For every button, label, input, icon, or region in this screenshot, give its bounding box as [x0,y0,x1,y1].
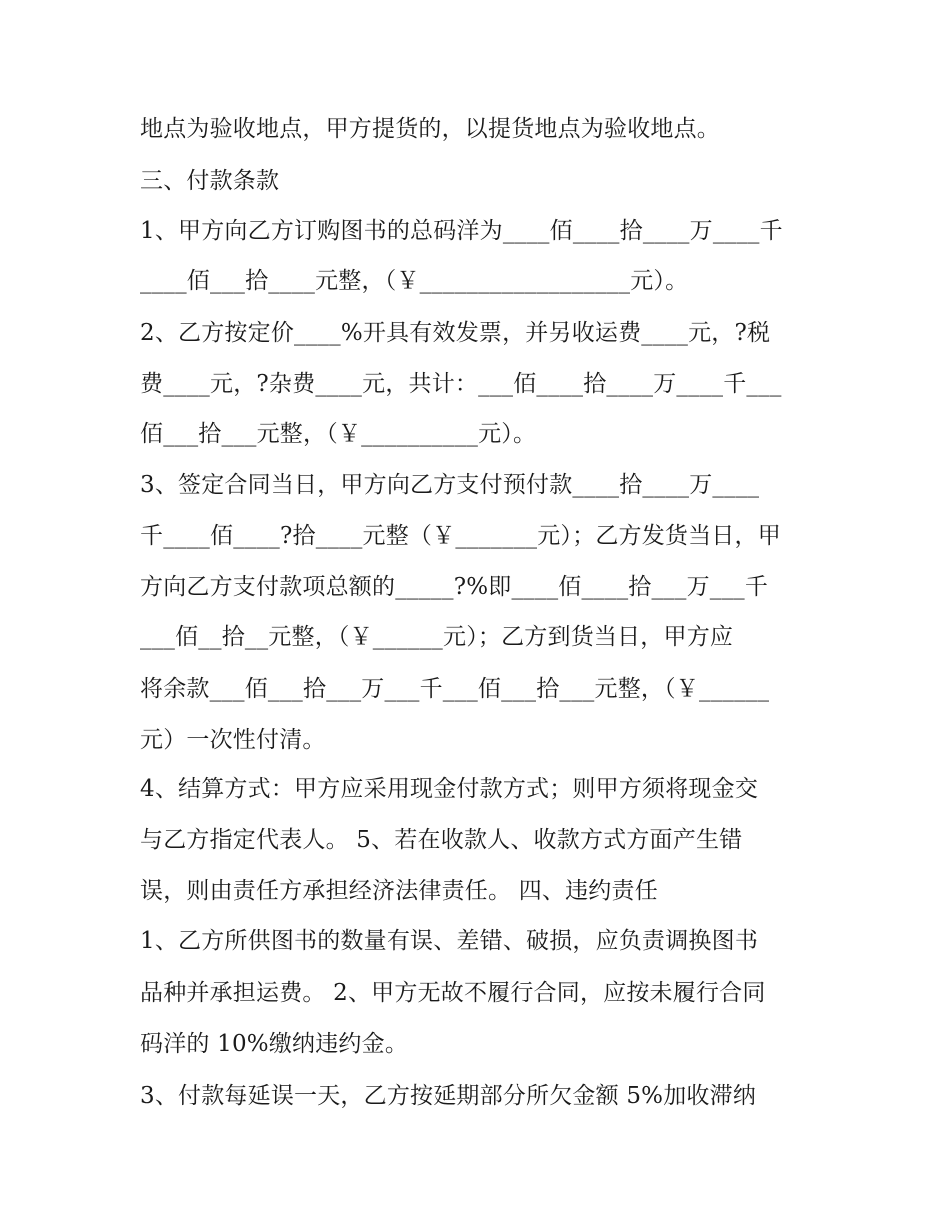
text-line: 码洋的 10%缴纳违约金。 [140,1031,409,1057]
section-heading-payment: 三、付款条款 [140,168,280,194]
text-line: 4、结算方式：甲方应采用现金付款方式；则甲方须将现金交 [140,776,759,802]
text-line: ____佰___拾____元整，（￥__________________元）。 [140,268,689,294]
text-line: 2、乙方按定价____%开具有效发票，并另收运费____元，?税 [140,320,771,346]
text-line: 与乙方指定代表人。 5、若在收款人、收款方式方面产生错 [140,827,743,853]
text-line: 费____元，?杂费____元，共计：___佰____拾____万____千___ [140,371,782,397]
text-line: 误，则由责任方承担经济法律责任。 四、违约责任 [140,878,658,904]
text-line: ___佰__拾__元整，（￥______元）；乙方到货当日，甲方应 [140,624,734,650]
text-line: 3、付款每延误一天，乙方按延期部分所欠金额 5%加收滞纳 [140,1083,757,1109]
text-line: 1、甲方向乙方订购图书的总码洋为____佰____拾____万____千 [140,218,783,244]
text-line: 将余款___佰___拾___万___千___佰___拾___元整，（￥______ [140,676,770,702]
text-line: 地点为验收地点，甲方提货的，以提货地点为验收地点。 [140,116,720,142]
text-line: 品种并承担运费。 2、甲方无故不履行合同，应按未履行合同 [140,980,766,1006]
text-line: 佰___拾___元整，（￥__________元）。 [140,421,537,447]
text-line: 方向乙方支付款项总额的_____?%即____佰____拾___万___千 [140,574,769,600]
text-line: 元）一次性付清。 [140,727,326,753]
text-line: 千____佰____?拾____元整（￥_______元）；乙方发货当日，甲 [140,523,781,549]
text-line: 3、签定合同当日，甲方向乙方支付预付款____拾____万____ [140,472,760,498]
text-line: 1、乙方所供图书的数量有误、差错、破损，应负责调换图书 [140,928,759,954]
